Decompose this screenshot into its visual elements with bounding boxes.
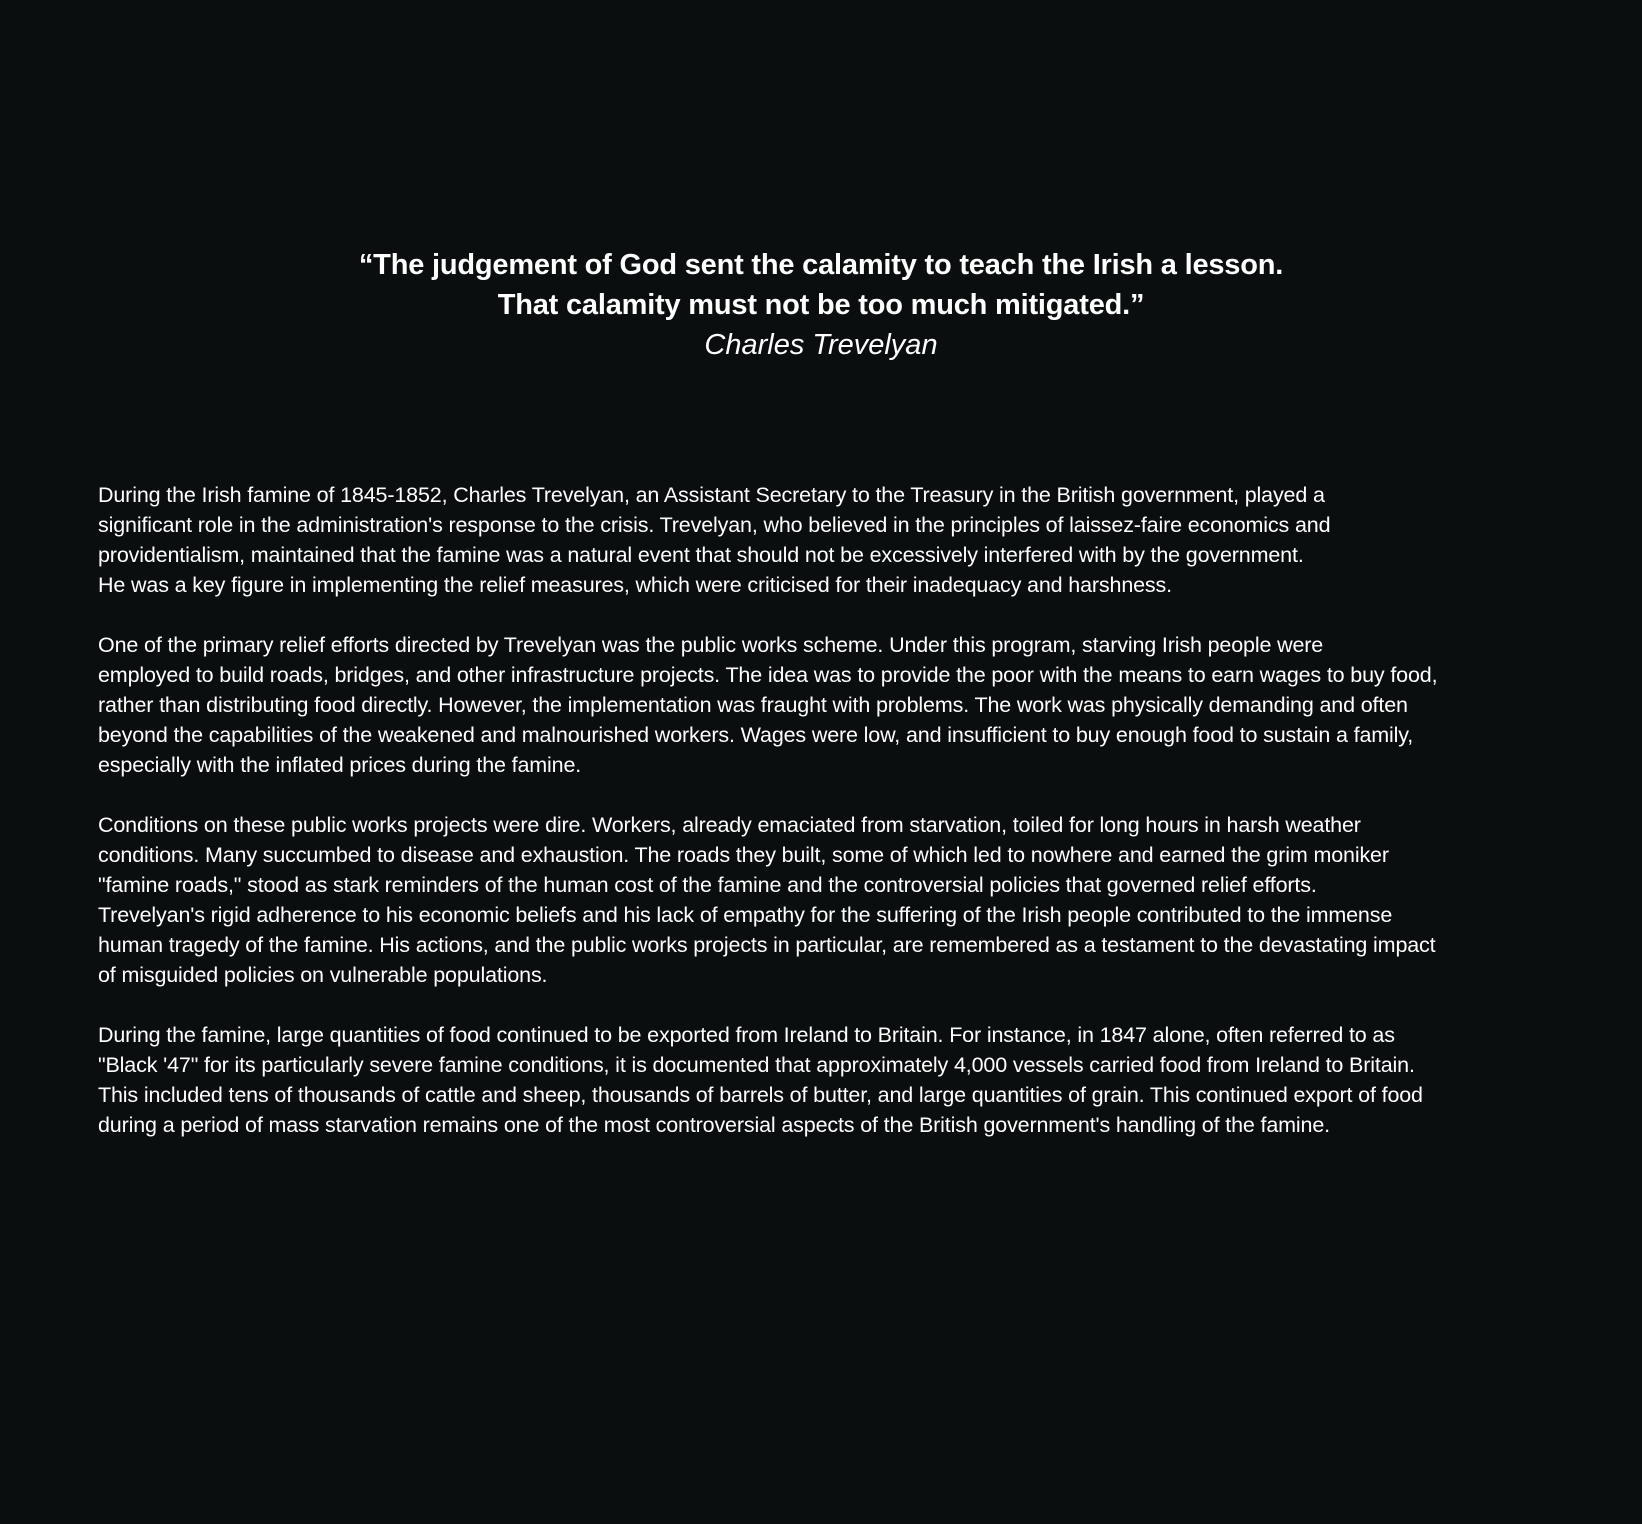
paragraph-line: especially with the inflated prices during the famine. bbox=[98, 753, 582, 777]
paragraph-line: significant role in the administration's response to the crisis. Trevelyan, who believed in the principles of laissez-faire economics and bbox=[98, 513, 1331, 537]
paragraph-line: human tragedy of the famine. His actions, and the public works projects in particular, are remembered as a testament to the devastating impact bbox=[98, 933, 1436, 957]
paragraph-line: This included tens of thousands of cattle and sheep, thousands of barrels of butter, and large quantities of grain. This continued export of food bbox=[98, 1083, 1423, 1107]
quote-line: “The judgement of God sent the calamity to teach the Irish a lesson. bbox=[358, 249, 1284, 281]
quote-line: That calamity must not be too much mitigated.” bbox=[497, 289, 1145, 321]
quote-author: Charles Trevelyan bbox=[704, 329, 938, 361]
paragraph-line: Trevelyan's rigid adherence to his economic beliefs and his lack of empathy for the suffering of the Irish people contributed to the immense bbox=[98, 903, 1393, 927]
paragraph-line: "famine roads," stood as stark reminders of the human cost of the famine and the controversial policies that governed relief efforts. bbox=[98, 873, 1317, 897]
paragraph-line: rather than distributing food directly. However, the implementation was fraught with problems. The work was physically demanding and often bbox=[98, 693, 1408, 717]
paragraph-2 bbox=[98, 630, 1608, 780]
paragraph-4 bbox=[98, 1020, 1608, 1140]
paragraph-3 bbox=[98, 810, 1608, 990]
paragraph-line: beyond the capabilities of the weakened and malnourished workers. Wages were low, and insufficient to buy enough food to sustain a family, bbox=[98, 723, 1414, 747]
paragraph-line: Conditions on these public works projects were dire. Workers, already emaciated from starvation, toiled for long hours in harsh weather bbox=[98, 813, 1361, 837]
paragraph-line: "Black '47" for its particularly severe famine conditions, it is documented that approximately 4,000 vessels carried food from Ireland to Britain. bbox=[98, 1053, 1415, 1077]
paragraph-line: of misguided policies on vulnerable populations. bbox=[98, 963, 548, 987]
quote-block bbox=[0, 245, 1642, 365]
paragraph-line: during a period of mass starvation remains one of the most controversial aspects of the British government's handling of the famine. bbox=[98, 1113, 1330, 1137]
paragraph-1 bbox=[98, 480, 1608, 600]
paragraph-line: He was a key figure in implementing the relief measures, which were criticised for their inadequacy and harshness. bbox=[98, 573, 1172, 597]
paragraph-line: employed to build roads, bridges, and other infrastructure projects. The idea was to provide the poor with the means to earn wages to buy food, bbox=[98, 663, 1438, 687]
paragraph-line: conditions. Many succumbed to disease and exhaustion. The roads they built, some of which led to nowhere and earned the grim moniker bbox=[98, 843, 1389, 867]
paragraph-line: providentialism, maintained that the famine was a natural event that should not be excessively interfered with by the government. bbox=[98, 543, 1304, 567]
paragraph-line: During the Irish famine of 1845-1852, Charles Trevelyan, an Assistant Secretary to the Treasury in the British government, played a bbox=[98, 483, 1325, 507]
body-text bbox=[98, 480, 1608, 1170]
paragraph-line: One of the primary relief efforts directed by Trevelyan was the public works scheme. Under this program, starving Irish people were bbox=[98, 633, 1324, 657]
paragraph-line: During the famine, large quantities of food continued to be exported from Ireland to Britain. For instance, in 1847 alone, often referred to as bbox=[98, 1023, 1395, 1047]
